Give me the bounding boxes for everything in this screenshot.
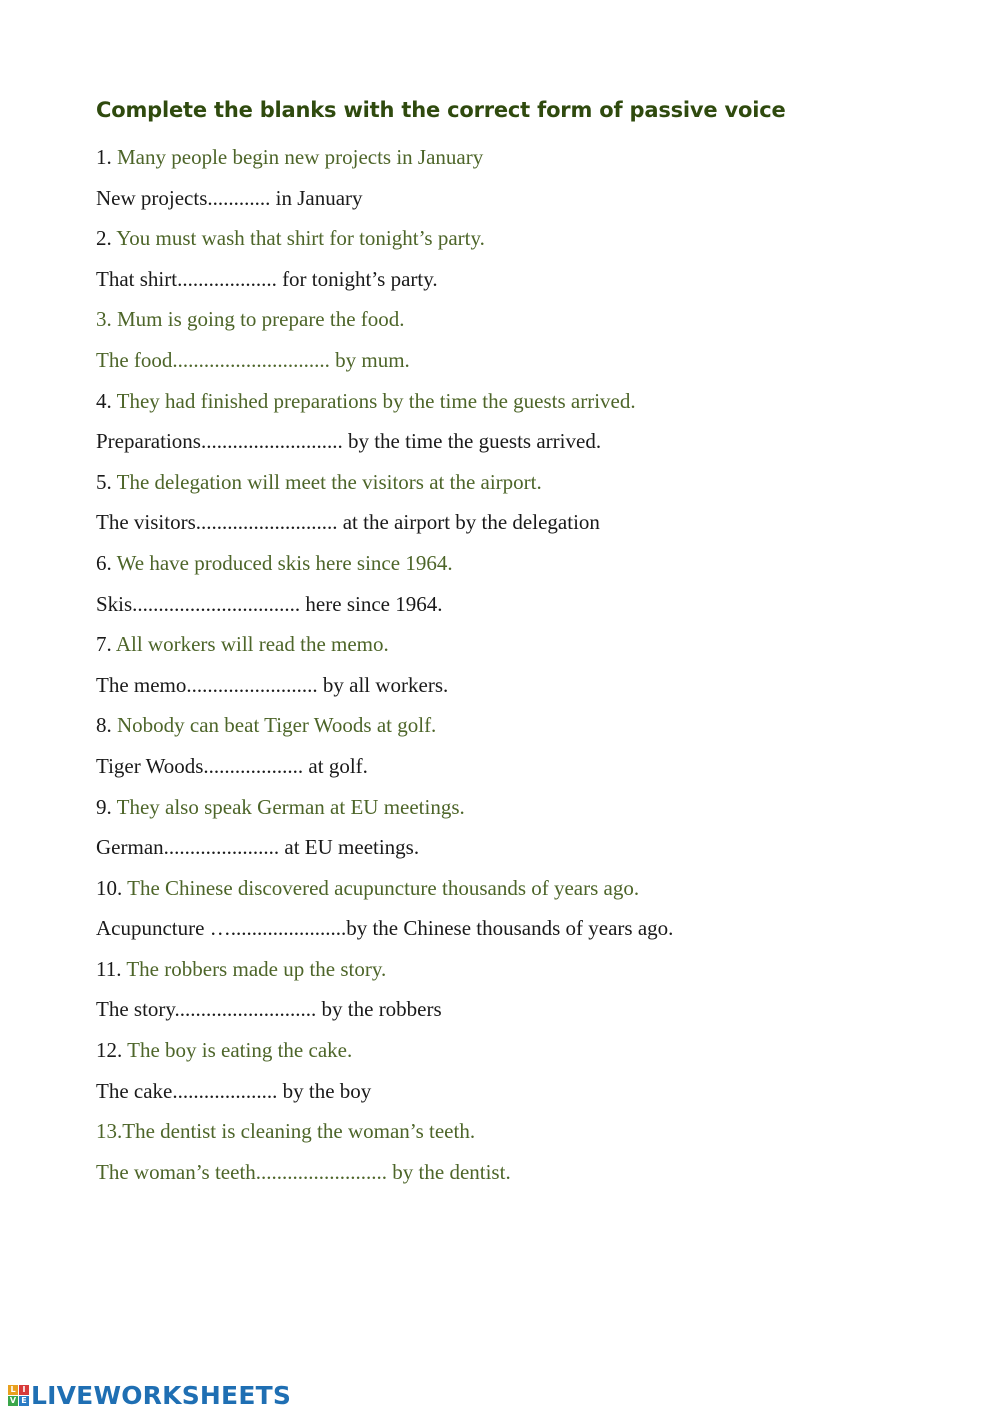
question-line [96,628,956,669]
question-number: 9. [96,794,112,819]
question-line [96,385,956,426]
logo-mark-square: L [8,1385,18,1395]
question-number: 6. [96,550,112,575]
question-line [96,872,956,913]
question-number: 12. [96,1038,123,1063]
question-line [96,953,956,994]
answer-line: Acupuncture …......................by the Chinese thousands of years ago. [96,916,674,941]
answer-line: The food.............................. by mum. [96,347,410,372]
question-prompt: Nobody can beat Tiger Woods at golf. [111,713,437,738]
answer-line: The visitors........................... at the airport by the delegation [96,510,600,535]
question-prompt: We have produced skis here since 1964. [111,550,453,575]
question-prompt: The Chinese discovered acupuncture thousands of years ago. [122,875,640,900]
question-prompt: Mum is going to prepare the food. [111,307,405,332]
worksheet-title: Complete the blanks with the correct form of passive voice [96,98,786,122]
question-line [96,791,956,832]
question-line [96,709,956,750]
question-prompt: All workers will read the memo. [111,632,389,657]
liveworksheets-logo-mark-icon [8,1385,29,1406]
question-line [96,547,956,588]
question-line [96,303,956,344]
question-number: 10. [96,875,123,900]
liveworksheets-logo [8,1380,291,1410]
question-prompt: Many people begin new projects in January [111,145,484,169]
answer-line: The story........................... by the robbers [96,997,442,1022]
answer-line: German...................... at EU meetings. [96,835,420,860]
answer-line: Tiger Woods................... at golf. [96,753,368,778]
question-line [96,1115,956,1156]
question-prompt: The delegation will meet the visitors at the airport. [111,469,542,494]
question-number: 13. [96,1119,123,1144]
question-number: 2. [96,226,112,251]
question-number: 5. [96,469,112,494]
question-number: 1. [96,145,112,169]
answer-line: Preparations........................... by the time the guests arrived. [96,429,602,454]
answer-line: Skis................................ here since 1964. [96,591,443,616]
logo-mark-square: V [9,1395,17,1405]
question-line [96,466,956,507]
question-prompt: The robbers made up the story. [121,956,387,981]
question-number: 8. [96,713,112,738]
question-number: 7. [96,632,112,657]
question-line [96,222,956,263]
question-prompt: They had finished preparations by the time the guests arrived. [111,388,636,413]
question-line [96,141,956,182]
answer-line: The cake.................... by the boy [96,1078,372,1103]
question-prompt: They also speak German at EU meetings. [111,794,465,819]
question-prompt: The dentist is cleaning the woman’s teeth. [122,1119,476,1144]
exercise-list [96,141,956,1196]
answer-line: The memo......................... by all workers. [96,672,449,697]
question-number: 3. [96,307,112,332]
answer-line: That shirt................... for tonight’s party. [96,266,438,291]
logo-mark-square: I [19,1385,29,1395]
question-prompt: The boy is eating the cake. [122,1038,353,1063]
question-line [96,1034,956,1075]
question-number: 11. [96,956,122,981]
question-number: 4. [96,388,112,413]
question-prompt: You must wash that shirt for tonight’s party. [111,226,485,251]
answer-line: New projects............ in January [96,185,363,210]
logo-mark-square: E [19,1396,29,1406]
logo-text: LIVEWORKSHEETS [31,1380,292,1410]
answer-line: The woman’s teeth......................... by the dentist. [96,1159,511,1184]
